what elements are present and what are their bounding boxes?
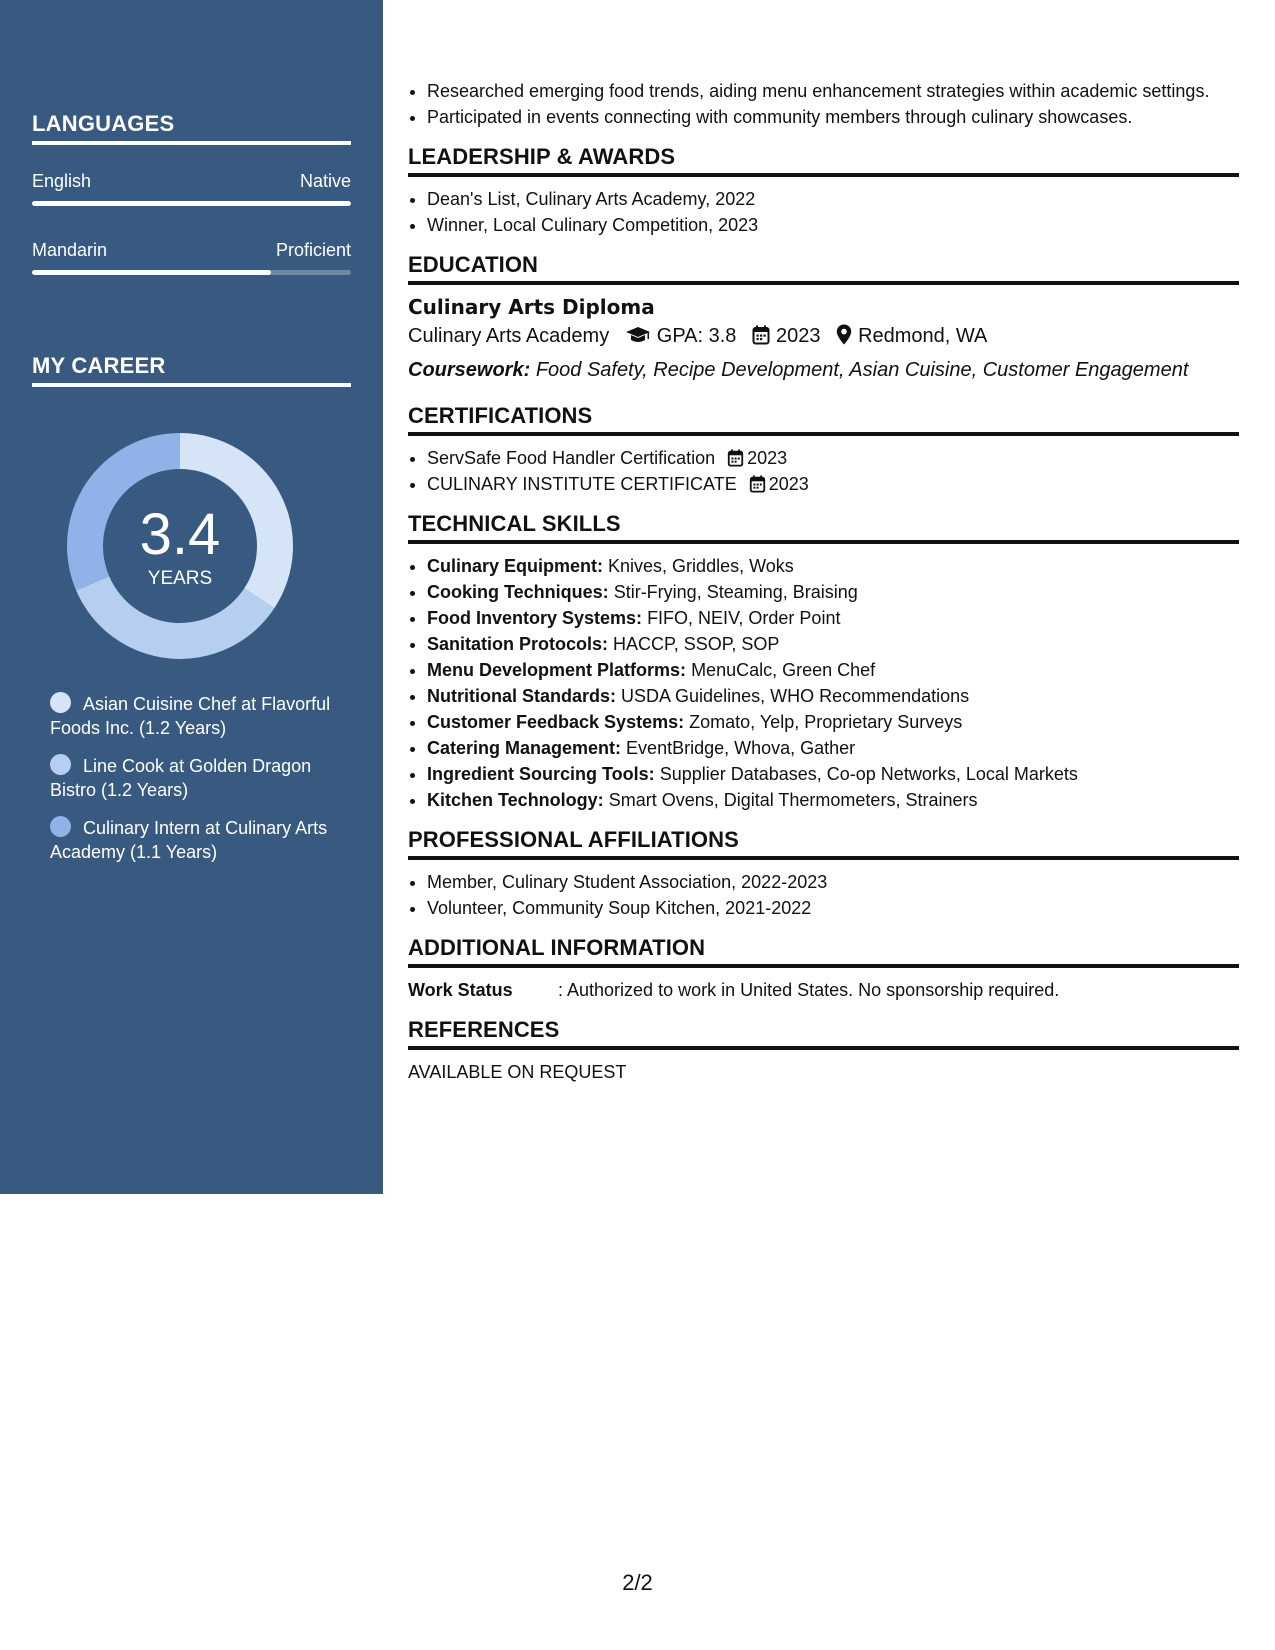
- list-item: • Participated in events connecting with community members through culinary showcases.: [427, 104, 1239, 130]
- experience-bullets: [408, 78, 1239, 130]
- skill-values: Smart Ovens, Digital Thermometers, Strainers: [608, 790, 978, 810]
- calendar-icon: [749, 474, 769, 494]
- education-section: [408, 252, 1239, 385]
- certification-name: ServSafe Food Handler Certification: [427, 448, 716, 468]
- education-year: 2023: [776, 325, 821, 347]
- total-years-value: 3.4: [139, 502, 221, 567]
- list-item: • Volunteer, Community Soup Kitchen, 2021-2022: [427, 895, 1239, 921]
- section-title: CERTIFICATIONS: [408, 403, 1239, 436]
- skill-values: USDA Guidelines, WHO Recommendations: [621, 686, 970, 706]
- main-content: [408, 78, 1239, 1085]
- certification-name: CULINARY INSTITUTE CERTIFICATE: [427, 474, 737, 494]
- section-title: ADDITIONAL INFORMATION: [408, 935, 1239, 968]
- skill-values: Zomato, Yelp, Proprietary Surveys: [689, 712, 963, 732]
- section-title: LEADERSHIP & AWARDS: [408, 144, 1239, 177]
- skill-item: [427, 657, 1239, 683]
- coursework-label: Coursework:: [408, 359, 531, 381]
- certifications-section: [408, 403, 1239, 497]
- work-status-label: Work Status: [408, 980, 513, 1000]
- work-status-row: [408, 977, 1239, 1003]
- coursework-list: Food Safety, Recipe Development, Asian Cuisine, Customer Engagement: [535, 359, 1189, 381]
- language-bar-fill: [32, 270, 271, 275]
- legend-dot: [50, 754, 71, 775]
- language-name: Mandarin: [32, 240, 108, 260]
- list-item: [427, 471, 1239, 497]
- list-item: • Member, Culinary Student Association, 2022-2023: [427, 869, 1239, 895]
- skill-values: Stir-Frying, Steaming, Braising: [613, 582, 858, 602]
- skill-item: [427, 605, 1239, 631]
- school-name: Culinary Arts Academy: [408, 325, 610, 347]
- language-bar-english: [32, 201, 351, 206]
- additional-info-section: [408, 935, 1239, 1003]
- total-years-unit: YEARS: [147, 568, 213, 589]
- skill-category: Kitchen Technology:: [427, 790, 604, 810]
- skill-item: [427, 553, 1239, 579]
- education-location: Redmond, WA: [858, 325, 988, 347]
- skill-item: [427, 709, 1239, 735]
- gpa: GPA: 3.8: [656, 325, 737, 347]
- skill-item: [427, 787, 1239, 813]
- degree-title: Culinary Arts Diploma: [408, 295, 655, 319]
- skill-category: Menu Development Platforms:: [427, 660, 687, 680]
- page-number: 2/2: [622, 1570, 653, 1595]
- skill-category: Cooking Techniques:: [427, 582, 609, 602]
- sidebar: [0, 0, 383, 1194]
- calendar-icon: [752, 323, 770, 355]
- technical-skills-section: [408, 511, 1239, 813]
- skill-item: [427, 735, 1239, 761]
- section-title: PROFESSIONAL AFFILIATIONS: [408, 827, 1239, 860]
- skill-item: [427, 683, 1239, 709]
- career-donut-chart: [65, 431, 295, 661]
- career-item-label: Asian Cuisine Chef at Flavorful Foods Inc. (1.2 Years): [50, 694, 331, 738]
- skill-values: HACCP, SSOP, SOP: [613, 634, 780, 654]
- career-item-label: Line Cook at Golden Dragon Bistro (1.2 Years): [50, 756, 312, 800]
- list-item: [427, 445, 1239, 471]
- skill-category: Nutritional Standards:: [427, 686, 617, 706]
- language-bar-fill: [32, 201, 351, 206]
- references-section: [408, 1017, 1239, 1085]
- section-title: EDUCATION: [408, 252, 1239, 285]
- skill-category: Customer Feedback Systems:: [427, 712, 685, 732]
- skill-values: Knives, Griddles, Woks: [608, 556, 794, 576]
- skill-item: [427, 579, 1239, 605]
- coursework: [408, 355, 1239, 385]
- career-item: [50, 754, 340, 802]
- list-item: • Dean's List, Culinary Arts Academy, 2022: [427, 186, 1239, 212]
- calendar-icon: [727, 448, 747, 468]
- language-bar-mandarin: [32, 270, 351, 275]
- affiliations-section: [408, 827, 1239, 921]
- skill-item: [427, 631, 1239, 657]
- section-title: TECHNICAL SKILLS: [408, 511, 1239, 544]
- list-item: • Winner, Local Culinary Competition, 2023: [427, 212, 1239, 238]
- skill-category: Sanitation Protocols:: [427, 634, 609, 654]
- language-level: Native: [299, 171, 351, 191]
- skill-category: Food Inventory Systems:: [427, 608, 643, 628]
- skill-category: Ingredient Sourcing Tools:: [427, 764, 655, 784]
- career-heading: MY CAREER: [32, 353, 351, 387]
- career-legend: [50, 692, 340, 878]
- career-item: [50, 692, 340, 740]
- skill-values: MenuCalc, Green Chef: [691, 660, 876, 680]
- graduation-cap-icon: [625, 323, 651, 355]
- legend-dot: [50, 692, 71, 713]
- skill-category: Culinary Equipment:: [427, 556, 604, 576]
- skill-values: FIFO, NEIV, Order Point: [647, 608, 841, 628]
- skill-values: EventBridge, Whova, Gather: [626, 738, 856, 758]
- language-name: English: [32, 171, 92, 191]
- language-level: Proficient: [275, 240, 351, 260]
- certification-year: 2023: [747, 448, 788, 468]
- career-item: [50, 816, 340, 864]
- location-pin-icon: [836, 323, 852, 355]
- section-title: REFERENCES: [408, 1017, 1239, 1050]
- skill-category: Catering Management:: [427, 738, 622, 758]
- legend-dot: [50, 816, 71, 837]
- certification-year: 2023: [768, 474, 809, 494]
- list-item: • Researched emerging food trends, aiding menu enhancement strategies within academic settings.: [427, 78, 1239, 104]
- leadership-section: [408, 144, 1239, 238]
- languages-heading: LANGUAGES: [32, 111, 351, 145]
- education-meta: [408, 320, 1239, 355]
- skill-values: Supplier Databases, Co-op Networks, Local Markets: [659, 764, 1078, 784]
- references-text: AVAILABLE ON REQUEST: [408, 1062, 627, 1082]
- skill-item: [427, 761, 1239, 787]
- work-status-value: : Authorized to work in United States. No sponsorship required.: [558, 980, 1060, 1000]
- career-item-label: Culinary Intern at Culinary Arts Academy (1.1 Years): [50, 818, 328, 862]
